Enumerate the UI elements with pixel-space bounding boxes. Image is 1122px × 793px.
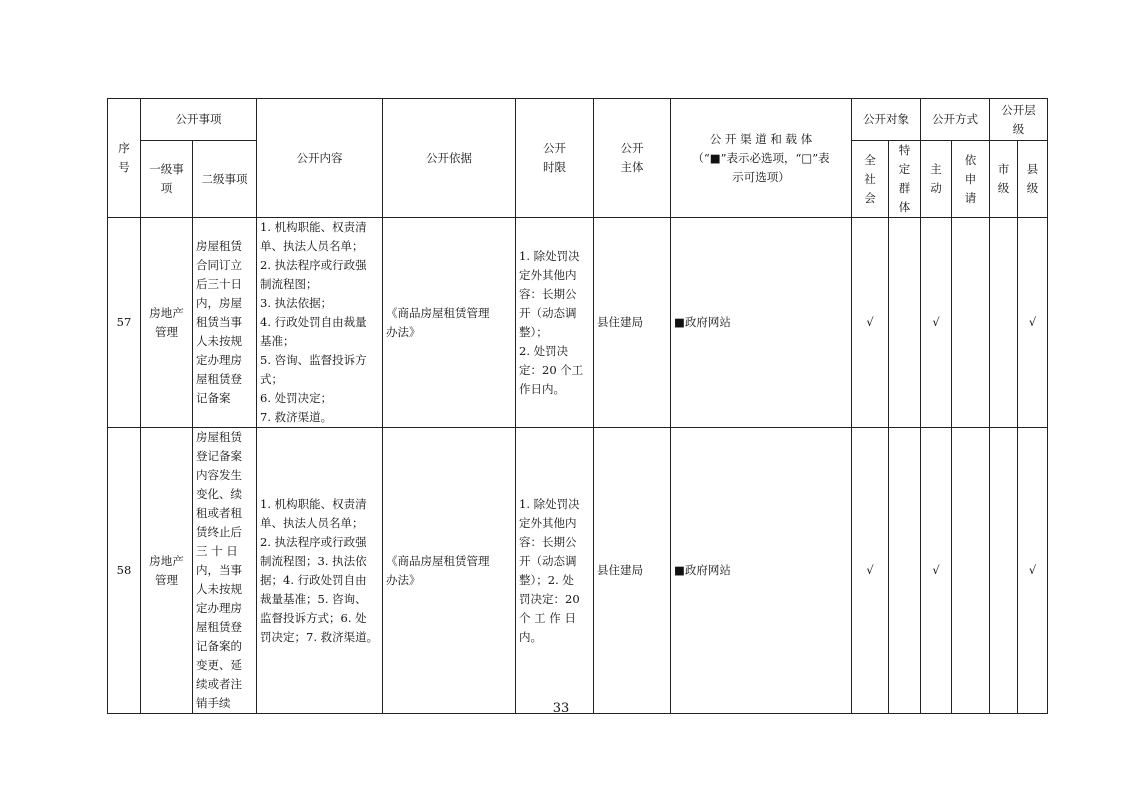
row-target-specific	[889, 428, 921, 714]
row-time-limit: 1. 除处罚决 定外其他内 容：长期公 开（动态调 整）；2. 处 罚决定：20 个 工 作 日 内。	[516, 428, 594, 714]
header-seq: 序 号	[108, 99, 141, 218]
disclosure-table	[107, 98, 1048, 714]
row-method-request	[952, 218, 990, 428]
header-level-group: 公开层 级	[990, 99, 1048, 141]
table-row	[108, 428, 1048, 714]
row-time-limit: 1. 除处罚决 定外其他内 容：长期公 开（动态调 整）； 2. 处罚决 定：20 个工 作日内。	[516, 218, 594, 428]
row-level-city	[990, 218, 1018, 428]
row-method-request	[952, 428, 990, 714]
page-number: 33	[552, 701, 570, 716]
row-method-active: √	[921, 218, 952, 428]
row-content: 1. 机构职能、权责清 单、执法人员名单； 2. 执法程序或行政强 制流程图；3. 执法依 据；4. 行政处罚自由 裁量基准；5. 咨询、 监督投诉方式；6. 处 罚决定；7. 救济渠道。	[257, 428, 383, 714]
row-level2: 房屋租赁 登记备案 内容发生 变化、续 租或者租 赁终止后 三 十 日 内，当事 人未按规 定办理房 屋租赁登 记备案的 变更、延 续或者注 销手续	[193, 428, 257, 714]
header-time-limit: 公开 时限	[516, 99, 594, 218]
row-level-county: √	[1018, 218, 1048, 428]
row-channel: ■政府网站	[671, 428, 852, 714]
row-level2: 房屋租赁 合同订立 后三十日 内，房屋 租赁当事 人未按规 定办理房 屋租赁登 记备案	[193, 218, 257, 428]
header-item-group: 公开事项	[141, 99, 257, 141]
header-basis: 公开依据	[383, 99, 516, 218]
header-level-city: 市 级	[990, 141, 1018, 218]
header-method-group: 公开方式	[921, 99, 990, 141]
header-method-request: 依 申 请	[952, 141, 990, 218]
header-row-1	[108, 99, 1048, 141]
header-target-group: 公开对象	[852, 99, 921, 141]
row-basis: 《商品房屋租赁管理 办法》	[383, 428, 516, 714]
row-channel: ■政府网站	[671, 218, 852, 428]
row-subject: 县住建局	[594, 218, 671, 428]
row-level-county: √	[1018, 428, 1048, 714]
header-target-all: 全 社 会	[852, 141, 889, 218]
row-seq: 57	[108, 218, 141, 428]
row-level1: 房地产 管理	[141, 218, 193, 428]
table-row	[108, 218, 1048, 428]
row-subject: 县住建局	[594, 428, 671, 714]
header-level-county: 县 级	[1018, 141, 1048, 218]
row-method-active: √	[921, 428, 952, 714]
row-content: 1. 机构职能、权责清 单、执法人员名单； 2. 执法程序或行政强 制流程图； 3. 执法依据； 4. 行政处罚自由裁量 基准； 5. 咨询、监督投诉方 式； 6. 处罚决定； 7. 救济渠道。	[257, 218, 383, 428]
header-level2: 二级事项	[193, 141, 257, 218]
row-seq: 58	[108, 428, 141, 714]
header-channel: 公 开 渠 道 和 载 体 （“■”表示必选项，“□”表 示可选项）	[671, 99, 852, 218]
row-basis: 《商品房屋租赁管理 办法》	[383, 218, 516, 428]
header-level1: 一级事 项	[141, 141, 193, 218]
header-method-active: 主 动	[921, 141, 952, 218]
header-content: 公开内容	[257, 99, 383, 218]
row-target-all: √	[852, 428, 889, 714]
header-subject: 公开 主体	[594, 99, 671, 218]
row-level-city	[990, 428, 1018, 714]
row-target-specific	[889, 218, 921, 428]
row-target-all: √	[852, 218, 889, 428]
header-target-specific: 特 定 群 体	[889, 141, 921, 218]
row-level1: 房地产 管理	[141, 428, 193, 714]
